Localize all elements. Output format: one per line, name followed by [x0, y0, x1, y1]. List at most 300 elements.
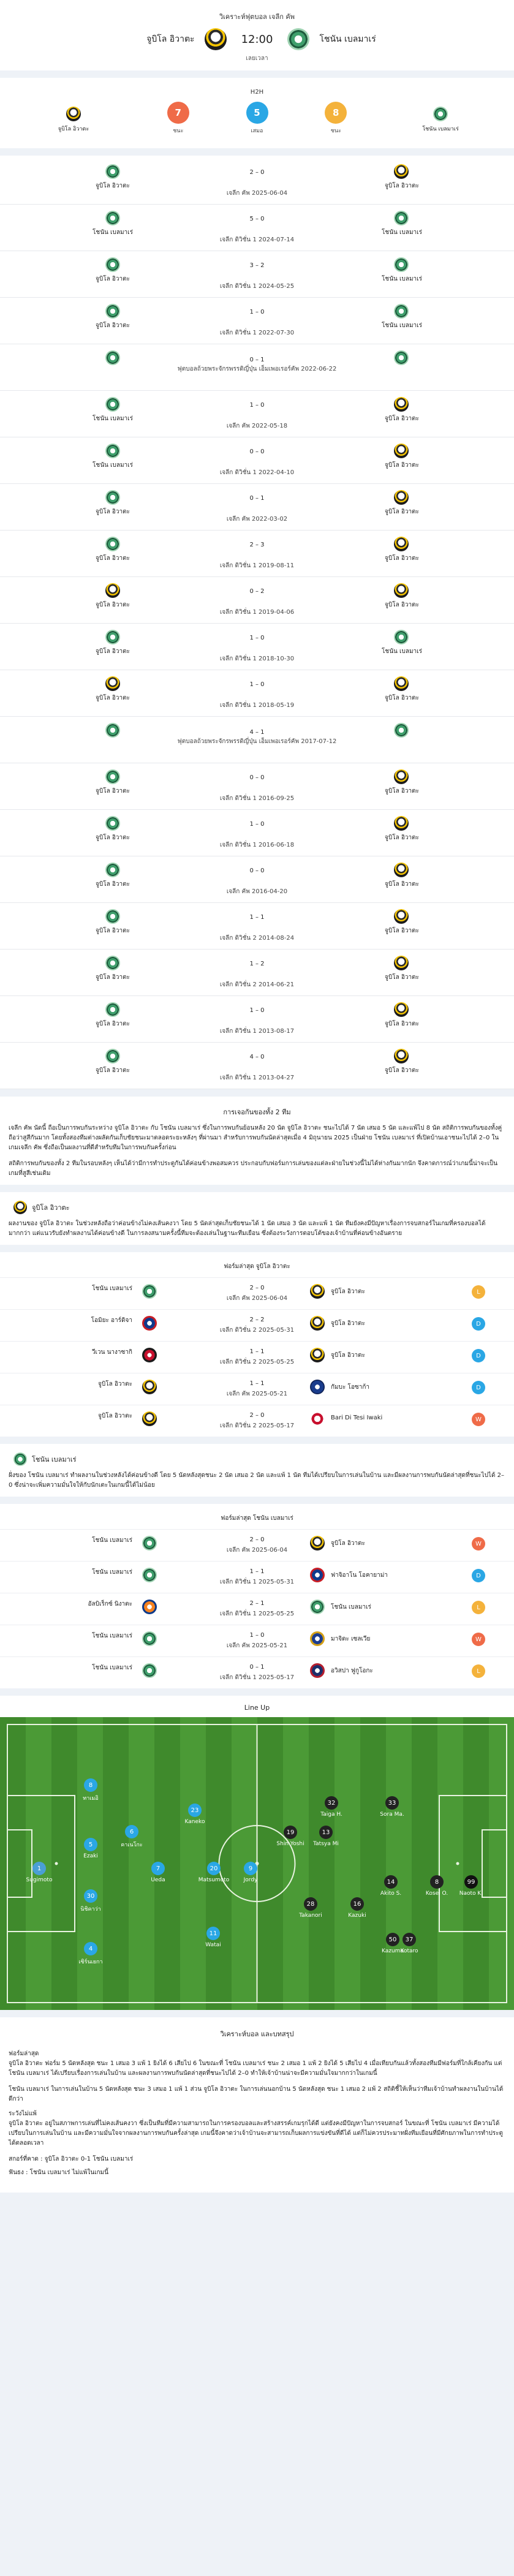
player-name: Tatsya Mi	[313, 1841, 339, 1847]
home-crest-icon	[66, 107, 81, 121]
home-team-name: โชนัน เบลมาเร่	[92, 1664, 132, 1671]
away-crest-icon	[310, 1411, 325, 1426]
player-number: 19	[284, 1826, 297, 1839]
right-team-name: จูบิโล อิวาตะ	[385, 462, 419, 469]
player-number: 28	[304, 1897, 317, 1911]
right-crest-icon	[394, 164, 409, 179]
player-marker[interactable]	[339, 1897, 376, 1919]
away-team-section	[0, 1444, 514, 1497]
left-team-name: โชนัน เบลมาเร่	[93, 229, 133, 236]
right-team-name: จูบิโล อิวาตะ	[385, 415, 419, 422]
player-marker[interactable]	[308, 1826, 344, 1847]
right-team-name: จูบิโล อิวาตะ	[385, 974, 419, 981]
player-marker[interactable]	[272, 1826, 309, 1847]
h2h-away-wins	[325, 102, 347, 135]
away-crest-icon	[310, 1284, 325, 1299]
h2h-match-row[interactable]	[0, 950, 514, 996]
player-number: 14	[384, 1875, 398, 1889]
away-team-name: จูบิโล อิวาตะ	[331, 1288, 365, 1295]
h2h-match-row[interactable]	[0, 531, 514, 577]
match-score: 2 – 1	[249, 1600, 265, 1607]
home-team-name: จูบิโล อิวาตะ	[98, 1413, 132, 1419]
player-name: Shin Yoshi	[276, 1841, 304, 1847]
away-crest-icon	[310, 1536, 325, 1551]
form-match-row[interactable]	[0, 1561, 514, 1593]
away-team-name: Bari Di Tesi Iwaki	[331, 1415, 383, 1421]
home-team-name: โชนัน เบลมาเร่	[92, 1633, 132, 1639]
pitch	[0, 1717, 514, 2010]
player-number: 7	[151, 1862, 165, 1875]
home-form-title: ฟอร์มล่าสุด จูบิโล อิวาตะ	[224, 1263, 290, 1270]
right-crest-icon	[394, 956, 409, 970]
match-status: เลยเวลา	[246, 55, 268, 62]
result-badge: L	[472, 1285, 485, 1299]
match-meta: เจลีก ดิวิชั่น 1 2018-05-19	[219, 702, 295, 709]
away-team-name: อวิสปา ฟูกูโอกะ	[331, 1668, 373, 1674]
away-team-name: จูบิโล อิวาตะ	[331, 1540, 365, 1547]
player-name: Kaneko	[184, 1819, 205, 1825]
right-crest-icon	[394, 304, 409, 319]
left-team-name: จูบิโล อิวาตะ	[96, 322, 130, 329]
match-meta: เจลีก คัพ 2025-06-04	[226, 1295, 288, 1302]
right-team-name: จูบิโล อิวาตะ	[385, 1067, 419, 1074]
right-team-name: โชนัน เบลมาเร่	[382, 322, 422, 329]
h2h-history-list	[0, 156, 514, 1089]
right-team-name: จูบิโล อิวาตะ	[385, 183, 419, 189]
player-number: 6	[125, 1825, 138, 1838]
match-meta: ฟุตบอลถ้วยพระจักรพรรดิญี่ปุ่น เอ็มเพอเรอร์คัพ 2022-06-22	[177, 366, 337, 372]
player-number: 16	[350, 1897, 364, 1911]
left-team-name: จูบิโล อิวาตะ	[96, 648, 130, 655]
right-crest-icon	[394, 676, 409, 691]
player-name: Takanori	[299, 1913, 322, 1919]
away-crest-icon	[13, 1452, 27, 1466]
form-match-row[interactable]	[0, 1341, 514, 1373]
h2h-match-row[interactable]	[0, 158, 514, 205]
right-crest-icon	[394, 909, 409, 924]
match-meta: เจลีก คัพ 2025-05-21	[226, 1391, 288, 1397]
result-badge: L	[472, 1601, 485, 1614]
home-wins-label: ชนะ	[173, 128, 184, 134]
right-crest-icon	[394, 816, 409, 831]
match-meta: ฟุตบอลถ้วยพระจักรพรรดิญี่ปุ่น เอ็มเพอเรอร์คัพ 2017-07-12	[177, 738, 337, 745]
player-number: 1	[32, 1862, 46, 1875]
player-number: 8	[84, 1778, 97, 1792]
right-team-name: จูบิโล อิวาตะ	[385, 1021, 419, 1027]
player-name: คาเนโกะ	[121, 1842, 143, 1848]
match-score: 4 – 1	[249, 729, 265, 736]
right-team-name: จูบิโล อิวาตะ	[385, 695, 419, 701]
kickoff-time: 12:00	[241, 32, 273, 46]
left-team-name: จูบิโล อิวาตะ	[96, 881, 130, 888]
h2h-match-row[interactable]	[0, 624, 514, 670]
h2h-match-row[interactable]	[0, 205, 514, 251]
home-form-card	[0, 1252, 514, 1437]
away-crest-icon	[310, 1380, 325, 1394]
match-score: 0 – 1	[249, 357, 265, 363]
h2h-match-row[interactable]	[0, 670, 514, 717]
right-crest-icon	[394, 1002, 409, 1017]
away-crest-icon	[310, 1316, 325, 1331]
result-badge: D	[472, 1349, 485, 1362]
prediction-title: วิเคราะห์บอล และบทสรุป	[220, 2030, 294, 2038]
left-team-name: จูบิโล อิวาตะ	[96, 1067, 130, 1074]
right-team-name: จูบิโล อิวาตะ	[385, 834, 419, 841]
player-marker[interactable]	[72, 1778, 109, 1802]
left-team-name: จูบิโล อิวาตะ	[96, 555, 130, 562]
h2h-away-name: โชนัน เบลมาเร่	[422, 126, 459, 132]
match-score: 1 – 0	[249, 681, 265, 688]
player-name: Kazuki	[348, 1913, 366, 1919]
home-team-name: จูบิโล อิวาตะ	[98, 1381, 132, 1388]
match-meta: เจลีก ดิวิชั่น 1 2016-09-25	[219, 795, 295, 802]
match-meta: เจลีก ดิวิชั่น 1 2013-08-17	[219, 1028, 295, 1035]
form-match-row[interactable]	[0, 1405, 514, 1437]
left-team-name: โชนัน เบลมาเร่	[93, 415, 133, 422]
right-crest-icon	[394, 1049, 409, 1063]
lineup-title: Line Up	[244, 1704, 270, 1712]
h2h-home	[37, 104, 110, 133]
result-badge: W	[472, 1537, 485, 1551]
home-team-name[interactable]: จูบิโล อิวาตะ	[146, 34, 195, 44]
away-team-name[interactable]: โชนัน เบลมาเร่	[319, 34, 376, 44]
h2h-home-name: จูบิโล อิวาตะ	[58, 126, 89, 132]
player-number: 20	[207, 1862, 221, 1875]
right-crest-icon	[394, 444, 409, 458]
left-team-name: จูบิโล อิวาตะ	[96, 183, 130, 189]
player-marker[interactable]	[292, 1897, 329, 1919]
home-form-list	[0, 1277, 514, 1437]
player-number: 99	[464, 1875, 478, 1889]
match-meta: เจลีก คัพ 2022-05-18	[226, 423, 288, 429]
left-team-name: จูบิโล อิวาตะ	[96, 602, 130, 608]
match-score: 0 – 1	[249, 1664, 265, 1671]
home-team-desc: ผลงานของ จูบิโล อิวาตะ ในช่วงหลังถือว่าค่อนข้างไม่คงเส้นคงวา โดย 5 นัดล่าสุดเก็บชัยชนะได้ 1 นัด เสมอ 3 นัด และแพ้ 1 นัด ทีมยังคงมีปัญหาเรื่องการจบสกอร์ในเกมที่ครองบอลได้มากกว่า แต่แนวรับยังทำผลงานได้ค่อนข้างดี ในการลงสนามครั้งนี้ทีมจะต้องเล่นในฐานะทีมเยือน ซึ่งต้องระวังการตอบโต้ของเจ้าบ้านที่ค่อนข้างอันตราย	[9, 1220, 486, 1237]
form-match-row[interactable]	[0, 1309, 514, 1341]
result-badge: D	[472, 1381, 485, 1394]
player-number: 37	[403, 1933, 416, 1946]
player-name: Sora Ma.	[380, 1811, 404, 1818]
match-score: 0 – 0	[249, 448, 265, 455]
match-meta: เจลีก ดิวิชั่น 1 2025-05-31	[219, 1579, 295, 1585]
h2h-analysis-text-1: เจลีก คัพ นัดนี้ ถือเป็นการพบกันระหว่าง จูบิโล อิวาตะ กับ โชนัน เบลมาเร่ ซึ่งในการพบกันย้อนหลัง 20 นัด จูบิโล อิวาตะ ชนะไปได้ 7 นัด เสมอ 5 นัด และแพ้ไป 8 นัด สถิติการพบกันของทั้งคู่ถือว่าสูสีกันมาก โดยทั้งสองทีมต่างผลัดกันเก็บชัยชนะมาตลอดระยะหลังๆ ที่ผ่านมา สำหรับการพบกันนัดล่าสุดเมื่อ 4 มิถุนายน 2025 เป็นฝ่าย โชนัน เบลมาเร่ ที่เปิดบ้านเอาชนะไปได้ 2–0 ในเกมเจลีก คัพ ซึ่งถือเป็นผลงานที่ดีสำหรับทีมในการพบกันครั้งก่อน	[9, 1125, 502, 1151]
left-team-name: จูบิโล อิวาตะ	[96, 508, 130, 515]
home-team-name: โชนัน เบลมาเร่	[92, 1537, 132, 1544]
match-score: 0 – 0	[249, 774, 265, 781]
match-score: 1 – 1	[249, 1568, 265, 1575]
away-crest-icon	[310, 1568, 325, 1582]
player-marker[interactable]	[453, 1875, 489, 1897]
match-score: 1 – 1	[249, 914, 265, 921]
player-name: Jordy	[243, 1877, 258, 1883]
player-name: นิชิคาว่า	[80, 1906, 101, 1913]
result-badge: L	[472, 1664, 485, 1678]
player-name: Kotaro	[400, 1948, 418, 1954]
prediction-text-3: จูบิโล อิวาตะ อยู่ในสภาพการเล่นที่ไม่คงเส้นคงวา ซึ่งเป็นทีมที่มีความสามารถในการครองบอลและสร้างสรรค์เกมรุกได้ดี แต่ยังคงมีปัญหาในการจบสกอร์ ในขณะที่ โชนัน เบลมาเร่ มีความได้เปรียบในการเล่นในบ้าน และมีความมั่นใจจากผลงานการพบกันครั้งล่าสุด เกมนี้จึงคาดว่าเจ้าบ้านจะสามารถเก็บผลการแข่งขันที่ดีได้ แต่ก็ไม่ควรประมาทฝั่งทีมเยือนที่มีศักยภาพในการทำประตูได้ตลอดเวลา	[9, 2120, 504, 2147]
player-marker[interactable]	[372, 1875, 409, 1897]
left-team-name: จูบิโล อิวาตะ	[96, 276, 130, 282]
right-crest-icon	[394, 397, 409, 412]
left-team-name: จูบิโล อิวาตะ	[96, 788, 130, 795]
home-team-name: โชนัน เบลมาเร่	[92, 1285, 132, 1292]
player-name: เซิร์นเยกา	[78, 1959, 103, 1965]
away-team-name: โชนัน เบลมาเร่	[331, 1604, 371, 1611]
match-meta: เจลีก ดิวิชั่น 2 2025-05-25	[219, 1359, 295, 1365]
result-badge: D	[472, 1317, 485, 1331]
player-name: Watai	[205, 1942, 221, 1948]
caution-heading: ระวังไม่แพ้	[9, 2110, 37, 2117]
h2h-match-row[interactable]	[0, 577, 514, 624]
player-name: Kosei O.	[425, 1890, 448, 1897]
player-marker[interactable]	[140, 1862, 176, 1883]
away-team-desc: ฝั่งของ โชนัน เบลมาเร่ ทำผลงานในช่วงหลังได้ค่อนข้างดี โดย 5 นัดหลังสุดชนะ 2 นัด เสมอ 2 นัด และแพ้ 1 นัด ทีมได้เปรียบในการเล่นในบ้าน และมีผลงานการพบกันนัดล่าสุดที่ชนะไปได้ 2–0 ซึ่งน่าจะเพิ่มความมั่นใจให้กับนักเตะในเกมนี้ได้ไม่น้อย	[9, 1472, 504, 1489]
match-meta: เจลีก ดิวิชั่น 1 2024-07-14	[219, 236, 295, 243]
right-crest-icon	[394, 350, 409, 365]
right-team-name: จูบิโล อิวาตะ	[385, 602, 419, 608]
h2h-match-row[interactable]	[0, 810, 514, 856]
player-number: 5	[84, 1838, 97, 1851]
left-team-name: จูบิโล อิวาตะ	[96, 974, 130, 981]
h2h-match-row[interactable]	[0, 763, 514, 810]
player-number: 13	[319, 1826, 333, 1839]
h2h-match-row[interactable]	[0, 251, 514, 298]
prediction-text-2: โชนัน เบลมาเร่ ในการเล่นในบ้าน 5 นัดหลังสุด ชนะ 3 เสมอ 1 แพ้ 1 ส่วน จูบิโล อิวาตะ ในการเล่นนอกบ้าน 5 นัดหลังสุด ชนะ 1 เสมอ 2 แพ้ 2 สถิติชี้ให้เห็นว่าทีมเจ้าบ้านทำผลงานในบ้านได้ดีกว่า	[9, 2086, 504, 2102]
player-marker[interactable]	[72, 1838, 109, 1859]
right-crest-icon	[394, 537, 409, 551]
match-score: 0 – 1	[249, 495, 265, 502]
right-team-name: จูบิโล อิวาตะ	[385, 555, 419, 562]
away-crest-icon	[310, 1631, 325, 1646]
match-meta: เจลีก คัพ 2025-06-04	[226, 190, 288, 197]
home-team-name: อัลบิเร็กซ์ นิงาตะ	[88, 1601, 132, 1607]
player-number: 4	[84, 1942, 97, 1955]
match-score: 2 – 0	[249, 1285, 265, 1291]
h2h-draws	[246, 102, 268, 135]
match-score: 1 – 0	[249, 635, 265, 641]
player-marker[interactable]	[232, 1862, 269, 1883]
away-crest-icon	[310, 1348, 325, 1362]
match-meta: เจลีก ดิวิชั่น 2 2014-08-24	[219, 935, 295, 942]
h2h-match-row[interactable]	[0, 484, 514, 531]
match-meta: เจลีก ดิวิชั่น 1 2024-05-25	[219, 283, 295, 290]
draws-badge: 5	[246, 102, 268, 124]
right-crest-icon	[394, 723, 409, 738]
form-match-row[interactable]	[0, 1593, 514, 1625]
away-crest-icon	[287, 28, 309, 50]
result-badge: D	[472, 1569, 485, 1582]
h2h-match-row[interactable]	[0, 298, 514, 344]
match-score: 2 – 0	[249, 169, 265, 176]
player-name: Sugimoto	[26, 1877, 53, 1883]
player-marker[interactable]	[72, 1889, 109, 1913]
left-team-name: จูบิโล อิวาตะ	[96, 927, 130, 934]
away-team-name: ฟาจิอาโน โอคายาม่า	[331, 1572, 388, 1579]
match-meta: เจลีก คัพ 2016-04-20	[226, 888, 288, 895]
form-match-row[interactable]	[0, 1529, 514, 1561]
player-number: 33	[385, 1796, 399, 1810]
match-score: 4 – 0	[249, 1054, 265, 1060]
away-crest-icon	[433, 107, 448, 121]
player-name: Naoto K.	[459, 1890, 483, 1897]
player-name: Kazuma	[382, 1948, 404, 1954]
home-wins-badge: 7	[167, 102, 189, 124]
prediction-text-1: จูบิโล อิวาตะ ฟอร์ม 5 นัดหลังสุด ชนะ 1 เสมอ 3 แพ้ 1 ยิงได้ 6 เสียไป 6 ในขณะที่ โชนัน เบลมาเร่ ชนะ 2 เสมอ 1 แพ้ 2 ยิงได้ 5 เสียไป 4 เมื่อเทียบกันแล้วทั้งสองทีมมีฟอร์มที่ใกล้เคียงกัน แต่ โชนัน เบลมาเร่ ได้เปรียบเรื่องการเล่นในบ้าน และผลงานการพบกันนัดล่าสุดที่ชนะไปได้ 2–0 ทำให้เจ้าบ้านน่าจะมีความมั่นใจมากกว่าในเกมนี้	[9, 2060, 502, 2077]
match-meta: เจลีก คัพ 2022-03-02	[226, 516, 288, 523]
player-number: 32	[325, 1796, 338, 1810]
home-crest-icon	[205, 28, 227, 50]
predicted-score: สกอร์ที่คาด : จูบิโล อิวาตะ 0-1 โชนัน เบลมาเร่	[9, 2156, 134, 2162]
result-badge: W	[472, 1413, 485, 1426]
player-number: 30	[84, 1889, 97, 1903]
player-marker[interactable]	[374, 1796, 410, 1818]
h2h-title: H2H	[250, 89, 264, 96]
match-meta: เจลีก ดิวิชั่น 1 2022-04-10	[219, 469, 295, 476]
form-match-row[interactable]	[0, 1656, 514, 1688]
match-score: 3 – 2	[249, 262, 265, 269]
left-team-name: จูบิโล อิวาตะ	[96, 695, 130, 701]
form-match-row[interactable]	[0, 1373, 514, 1405]
h2h-match-row[interactable]	[0, 996, 514, 1043]
player-marker[interactable]	[391, 1933, 428, 1954]
away-form-list	[0, 1529, 514, 1688]
player-name: Ueda	[151, 1877, 165, 1883]
away-team-name: กัมบะ โอซาก้า	[331, 1384, 369, 1391]
away-crest-icon	[310, 1600, 325, 1614]
match-meta: เจลีก ดิวิชั่น 1 2013-04-27	[219, 1075, 295, 1081]
match-score: 0 – 0	[249, 867, 265, 874]
left-team-name: โชนัน เบลมาเร่	[93, 462, 133, 469]
h2h-match-row[interactable]	[0, 344, 514, 391]
h2h-analysis-title: การเจอกันของทั้ง 2 ทีม	[223, 1108, 291, 1116]
form-match-row[interactable]	[0, 1625, 514, 1656]
player-name: ทาเมอิ	[83, 1796, 99, 1802]
player-name: Akito S.	[380, 1890, 402, 1897]
away-team-name: มาจิดะ เซลเวีย	[331, 1636, 371, 1642]
player-marker[interactable]	[418, 1875, 455, 1897]
right-crest-icon	[394, 769, 409, 784]
right-crest-icon	[394, 863, 409, 877]
player-number: 23	[188, 1804, 202, 1817]
match-score: 1 – 1	[249, 1348, 265, 1355]
h2h-match-row[interactable]	[0, 1043, 514, 1089]
match-score: 2 – 0	[249, 1536, 265, 1543]
match-meta: เจลีก คัพ 2025-05-21	[226, 1642, 288, 1649]
match-meta: เจลีก ดิวิชั่น 1 2025-05-17	[219, 1674, 295, 1681]
home-team-section	[0, 1192, 514, 1245]
form-match-row[interactable]	[0, 1277, 514, 1309]
left-team-name: จูบิโล อิวาตะ	[96, 1021, 130, 1027]
match-score: 0 – 2	[249, 588, 265, 595]
away-wins-badge: 8	[325, 102, 347, 124]
h2h-home-wins	[167, 102, 189, 135]
left-team-name: จูบิโล อิวาตะ	[96, 834, 130, 841]
away-team-name: จูบิโล อิวาตะ	[331, 1320, 365, 1327]
home-team-name: โชนัน เบลมาเร่	[92, 1569, 132, 1576]
match-meta: เจลีก ดิวิชั่น 1 2018-10-30	[219, 655, 295, 662]
match-score: 1 – 2	[249, 961, 265, 967]
player-marker[interactable]	[195, 1927, 232, 1948]
right-crest-icon	[394, 257, 409, 272]
right-team-name: จูบิโล อิวาตะ	[385, 927, 419, 934]
right-team-name: โชนัน เบลมาเร่	[382, 229, 422, 236]
player-number: 50	[386, 1933, 399, 1946]
result-badge: W	[472, 1633, 485, 1646]
right-team-name: โชนัน เบลมาเร่	[382, 276, 422, 282]
match-meta: เจลีก ดิวิชั่น 1 2019-04-06	[219, 609, 295, 616]
right-crest-icon	[394, 630, 409, 644]
player-marker[interactable]	[313, 1796, 350, 1818]
prediction-card	[0, 2017, 514, 2193]
draws-label: เสมอ	[251, 128, 263, 134]
match-score: 5 – 0	[249, 216, 265, 222]
competition-label: วิเคราะห์ฟุตบอล เจลีก คัพ	[219, 13, 295, 21]
away-crest-icon	[310, 1663, 325, 1678]
away-form-card	[0, 1504, 514, 1688]
h2h-analysis	[0, 1097, 514, 1185]
player-marker[interactable]	[195, 1862, 232, 1883]
match-score: 1 – 0	[249, 821, 265, 828]
away-wins-label: ชนะ	[330, 128, 341, 134]
player-marker[interactable]	[113, 1825, 150, 1849]
player-number: 9	[244, 1862, 257, 1875]
away-team-name: จูบิโล อิวาตะ	[331, 1352, 365, 1359]
match-score: 2 – 3	[249, 542, 265, 548]
player-marker[interactable]	[72, 1942, 109, 1966]
match-meta: เจลีก คัพ 2025-06-04	[226, 1547, 288, 1554]
match-meta: เจลีก ดิวิชั่น 1 2019-08-11	[219, 562, 295, 569]
player-marker[interactable]	[21, 1862, 58, 1883]
h2h-match-row[interactable]	[0, 437, 514, 484]
h2h-match-row[interactable]	[0, 717, 514, 763]
match-score: 2 – 0	[249, 1412, 265, 1419]
match-meta: เจลีก ดิวิชั่น 1 2025-05-25	[219, 1611, 295, 1617]
match-meta: เจลีก ดิวิชั่น 2 2025-05-17	[219, 1422, 295, 1429]
match-meta: เจลีก ดิวิชั่น 2 2014-06-21	[219, 981, 295, 988]
h2h-match-row[interactable]	[0, 903, 514, 950]
player-name: Matsumoto	[198, 1877, 230, 1883]
h2h-summary-card	[0, 78, 514, 148]
final-tip: ฟันธง : โชนัน เบลมาเร่ ไม่แพ้ในเกมนี้	[9, 2169, 108, 2176]
right-team-name: จูบิโล อิวาตะ	[385, 508, 419, 515]
h2h-match-row[interactable]	[0, 391, 514, 437]
match-header	[0, 0, 514, 70]
match-meta: เจลีก ดิวิชั่น 1 2022-07-30	[219, 330, 295, 336]
match-meta: เจลีก ดิวิชั่น 1 2016-06-18	[219, 842, 295, 848]
h2h-analysis-text-2: สถิติการพบกันของทั้ง 2 ทีมในรอบหลังๆ เห็นได้ว่ามีการทำประตูกันได้ค่อนข้างพอสมควร ประกอบกับฟอร์มการเล่นของแต่ละฝ่ายในช่วงนี้ไม่ได้ห่างกันมากนัก จึงคาดการณ์ว่าเกมนี้น่าจะเป็นเกมที่สูสีเช่นเดิม	[9, 1160, 498, 1177]
match-score: 1 – 0	[249, 402, 265, 409]
player-number: 8	[430, 1875, 444, 1889]
match-score: 1 – 0	[249, 309, 265, 315]
form-heading: ฟอร์มล่าสุด	[9, 2050, 39, 2057]
right-crest-icon	[394, 490, 409, 505]
lineup-card	[0, 1696, 514, 2010]
match-score: 1 – 0	[249, 1632, 265, 1639]
away-team-title: โชนัน เบลมาเร่	[32, 1456, 77, 1464]
h2h-match-row[interactable]	[0, 856, 514, 903]
match-score: 2 – 2	[249, 1316, 265, 1323]
right-team-name: จูบิโล อิวาตะ	[385, 881, 419, 888]
player-marker[interactable]	[176, 1804, 213, 1825]
match-score: 1 – 0	[249, 1007, 265, 1014]
right-team-name: จูบิโล อิวาตะ	[385, 788, 419, 795]
player-number: 11	[206, 1927, 220, 1940]
home-team-name: วีเวน นางาซากิ	[91, 1349, 132, 1356]
home-team-name: โอมิยะ อาร์ดิจา	[91, 1317, 132, 1324]
player-name: Ezaki	[83, 1853, 98, 1859]
home-crest-icon	[13, 1201, 27, 1214]
away-form-title: ฟอร์มล่าสุด โชนัน เบลมาเร่	[221, 1515, 293, 1522]
right-team-name: โชนัน เบลมาเร่	[382, 648, 422, 655]
